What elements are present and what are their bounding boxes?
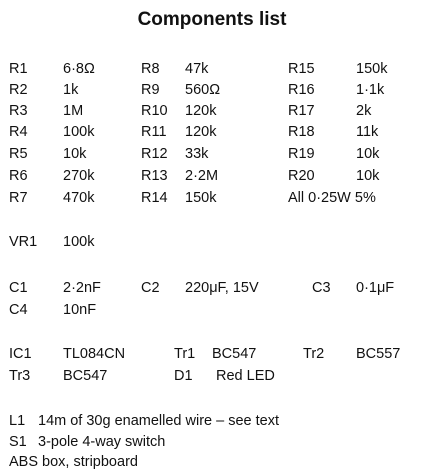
ref: C1 bbox=[9, 280, 28, 296]
ref: Tr1 bbox=[174, 346, 196, 362]
resistor-note: All 0·25W 5% bbox=[288, 190, 376, 206]
ref: R15 bbox=[288, 61, 315, 77]
value: ABS box, stripboard bbox=[9, 454, 138, 470]
ref: C3 bbox=[312, 280, 331, 296]
ref: R2 bbox=[9, 82, 28, 98]
semiconductor-row bbox=[0, 346, 424, 366]
value: 120k bbox=[185, 103, 217, 119]
resistor-row bbox=[0, 168, 424, 188]
ref: C2 bbox=[141, 280, 160, 296]
ref: R3 bbox=[9, 103, 28, 119]
value: 220μF, 15V bbox=[185, 280, 259, 296]
ref: R12 bbox=[141, 146, 168, 162]
value: 470k bbox=[63, 190, 95, 206]
value: 270k bbox=[63, 168, 95, 184]
ref: Tr3 bbox=[9, 368, 31, 384]
ref: R5 bbox=[9, 146, 28, 162]
misc-row bbox=[0, 434, 424, 454]
value: 6·8Ω bbox=[63, 61, 95, 77]
value: BC547 bbox=[63, 368, 108, 384]
ref: L1 bbox=[9, 413, 26, 429]
value: TL084CN bbox=[63, 346, 126, 362]
resistor-row bbox=[0, 124, 424, 144]
value: 10k bbox=[356, 168, 380, 184]
value: 1M bbox=[63, 103, 84, 119]
ref: R9 bbox=[141, 82, 160, 98]
value: BC547 bbox=[212, 346, 257, 362]
value: 2k bbox=[356, 103, 372, 119]
ref: R11 bbox=[141, 124, 167, 140]
ref: R8 bbox=[141, 61, 160, 77]
resistor-row bbox=[0, 82, 424, 102]
ref: R1 bbox=[9, 61, 28, 77]
resistor-row bbox=[0, 103, 424, 123]
misc-row bbox=[0, 413, 424, 433]
capacitor-row bbox=[0, 280, 424, 300]
value: Red LED bbox=[216, 368, 275, 384]
value: 3-pole 4-way switch bbox=[38, 434, 166, 450]
capacitor-row bbox=[0, 302, 424, 322]
value: 2·2nF bbox=[63, 280, 101, 296]
value: 10k bbox=[356, 146, 380, 162]
value: 10k bbox=[63, 146, 87, 162]
misc-row bbox=[0, 454, 424, 474]
ref: VR1 bbox=[9, 234, 38, 250]
page-title: Components list bbox=[137, 9, 287, 30]
ref: D1 bbox=[174, 368, 193, 384]
ref: R14 bbox=[141, 190, 168, 206]
value: 10nF bbox=[63, 302, 97, 318]
ref: S1 bbox=[9, 434, 27, 450]
ref: R18 bbox=[288, 124, 315, 140]
value: 14m of 30g enamelled wire – see text bbox=[38, 413, 279, 429]
ref: R20 bbox=[288, 168, 315, 184]
value: 0·1μF bbox=[356, 280, 395, 296]
resistor-row bbox=[0, 146, 424, 166]
value: BC557 bbox=[356, 346, 401, 362]
ref: R10 bbox=[141, 103, 168, 119]
ref: C4 bbox=[9, 302, 28, 318]
value: 150k bbox=[185, 190, 217, 206]
value: 2·2M bbox=[185, 168, 219, 184]
ref: R19 bbox=[288, 146, 315, 162]
ref: Tr2 bbox=[303, 346, 325, 362]
value: 1·1k bbox=[356, 82, 385, 98]
value: 560Ω bbox=[185, 82, 221, 98]
value: 11k bbox=[356, 124, 379, 140]
value: 100k bbox=[63, 234, 95, 250]
ref: R7 bbox=[9, 190, 28, 206]
resistor-row bbox=[0, 61, 424, 81]
preset-row bbox=[0, 234, 424, 254]
value: 120k bbox=[185, 124, 217, 140]
value: 150k bbox=[356, 61, 388, 77]
ref: IC1 bbox=[9, 346, 32, 362]
value: 100k bbox=[63, 124, 95, 140]
ref: R6 bbox=[9, 168, 28, 184]
value: 33k bbox=[185, 146, 209, 162]
resistor-row bbox=[0, 190, 424, 210]
ref: R17 bbox=[288, 103, 315, 119]
value: 1k bbox=[63, 82, 79, 98]
ref: R4 bbox=[9, 124, 28, 140]
ref: R16 bbox=[288, 82, 315, 98]
value: 47k bbox=[185, 61, 209, 77]
ref: R13 bbox=[141, 168, 168, 184]
semiconductor-row bbox=[0, 368, 424, 388]
